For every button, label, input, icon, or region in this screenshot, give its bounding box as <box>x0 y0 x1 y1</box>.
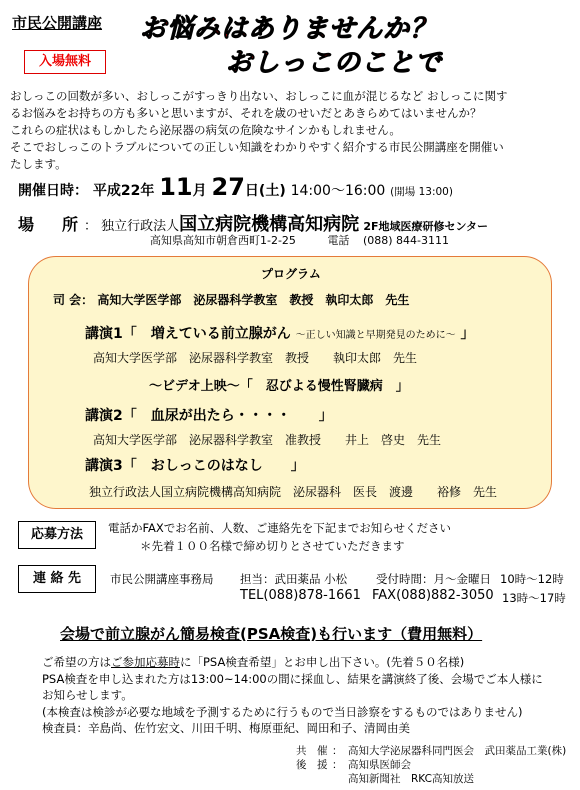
venue-name: 国立病院機構高知病院 <box>179 214 360 235</box>
psa-line-1a: ご希望の方は <box>42 655 111 669</box>
psa-line-1b: ご参加応募時 <box>111 655 180 669</box>
contact-label: 連 絡 先 <box>18 565 96 593</box>
headline-line-1: お悩みはありませんか？ <box>140 14 438 44</box>
venue-tel: (088) 844-3111 <box>362 234 449 247</box>
lecture-3-title: 講演3「 おしっこのはなし 」 <box>85 458 305 474</box>
free-admission-badge: 入場無料 <box>24 50 106 74</box>
intro-line: たします。 <box>10 157 67 171</box>
venue-label: 場 所 <box>18 215 85 234</box>
program-chair <box>53 291 409 308</box>
support-label: 後 援 <box>296 759 328 771</box>
psa-line-2: PSA検査を申し込まれた方は13:00~14:00の間に採血し、結果を講演終了後、会場でご本人様に <box>42 671 543 686</box>
date-era: 平成22年 <box>92 183 155 199</box>
date-month-unit: 月 <box>192 183 207 199</box>
lec1-close: 」 <box>460 326 475 342</box>
date-month: 11 <box>159 173 193 201</box>
intro-text <box>10 88 570 173</box>
lecture-1-title <box>85 323 475 343</box>
series-title: 市民公開講座 <box>12 14 103 32</box>
lecture-1-speaker: 高知大学医学部 泌尿器科学教室 教授 執印太郎 先生 <box>93 351 418 365</box>
program-title: プログラム <box>261 267 321 281</box>
lec1-subtitle: 〜正しい知識と早期発見のために〜 <box>295 330 456 341</box>
intro-line: るお悩みをお持ちの方も多いと思いますが、それを歳のせいだとあきらめてはいませんか？ <box>10 106 482 120</box>
apply-line-1: 電話かFAXでお名前、人数、ご連絡先を下記までお知らせください <box>108 521 451 535</box>
support-sep: ： <box>332 759 343 771</box>
psa-line-5: 検査員：辛島尚、佐竹宏文、川田千明、梅原亜紀、岡田和子、清岡由美 <box>42 721 410 735</box>
date-time: 14:00〜16:00 <box>290 183 386 199</box>
support-1: 高知県医師会 <box>348 759 411 771</box>
address-text: 高知県高知市朝倉西町1-2-25 <box>150 234 296 247</box>
intro-line: おしっこの回数が多い、おしっこがすっきり出ない、おしっこに血が混じるなど おしっこに関す <box>10 89 508 103</box>
psa-line-1 <box>42 654 562 671</box>
intro-line: そこでおしっこのトラブルについての正しい知識をわかりやすく紹介する市民公開講座を開催い <box>10 140 504 154</box>
lecture-3-speaker: 独立行政法人国立病院機構高知病院 泌尿器科 医長 渡邊 裕修 先生 <box>89 485 498 499</box>
lec1-title: 講演1「 増えている前立腺がん <box>85 326 291 342</box>
contact-hours-2: 13時〜17時 <box>502 591 566 605</box>
venue-org: 独立行政法人 <box>101 219 180 234</box>
contact-hours-label: 受付時間：月〜金曜日 <box>376 572 491 586</box>
psa-info <box>42 654 562 737</box>
psa-line-1c: に「PSA検査希望」とお申し出下さい。(先着５０名様) <box>180 655 465 669</box>
chair-label: 司 会： <box>53 293 94 307</box>
tel-label: 電話 <box>327 234 350 247</box>
host-sep: ： <box>332 745 343 757</box>
headline-line-2: おしっこのことで <box>226 48 443 78</box>
contact-person: 担当：武田薬品 小松 <box>240 572 348 586</box>
contact-hours: 10時〜12時 <box>500 572 564 586</box>
venue-floor: 2F地域医療研修センター <box>363 220 489 233</box>
contact-office: 市民公開講座事務局 <box>110 572 214 586</box>
lecture-2-title: 講演2「 血尿が出たら・・・・ 」 <box>85 408 333 424</box>
date-weekday: (土) <box>258 183 286 199</box>
event-venue: 場 所： 独立行政法人国立病院機構高知病院 2F地域医療研修センター <box>18 214 489 235</box>
date-open: (開場 13:00) <box>390 186 453 198</box>
venue-address <box>150 232 449 248</box>
chair-name: 高知大学医学部 泌尿器科学教室 教授 執印太郎 先生 <box>97 293 410 307</box>
video-screening: 〜ビデオ上映〜「 忍びよる慢性腎臓病 」 <box>149 379 409 394</box>
date-day: 27 <box>211 173 245 201</box>
contact-tel: TEL(088)878-1661 <box>240 588 361 603</box>
host-names: 高知大学泌尿器科同門医会 武田薬品工業(株) <box>348 745 567 757</box>
intro-line: これらの症状はもしかしたら泌尿器の病気の危険なサインかもしれません。 <box>10 123 401 137</box>
date-label: 開催日時 <box>18 183 74 199</box>
psa-line-4: (本検査は検診が必要な地域を予測するために行うもので当日診察をするものではありません) <box>42 704 523 719</box>
psa-headline: 会場で前立腺がん簡易検査(PSA検査)も行います（費用無料） <box>60 625 483 643</box>
host-label: 共 催 <box>296 745 328 757</box>
apply-label: 応募方法 <box>18 521 96 549</box>
psa-line-3: お知らせします。 <box>42 688 133 702</box>
support-2: 高知新聞社 RKC高知放送 <box>348 773 474 785</box>
event-date: 開催日時： 平成22年 11月 27日(土) 14:00〜16:00 (開場 13:00) <box>18 173 453 201</box>
lecture-2-speaker: 高知大学医学部 泌尿器科学教室 准教授 井上 啓史 先生 <box>93 433 442 447</box>
contact-fax: FAX(088)882-3050 <box>372 588 494 603</box>
program-box <box>28 256 552 509</box>
apply-line-2: ＊先着１００名様で締め切りとさせていただきます <box>140 539 405 553</box>
date-day-unit: 日 <box>244 183 259 199</box>
